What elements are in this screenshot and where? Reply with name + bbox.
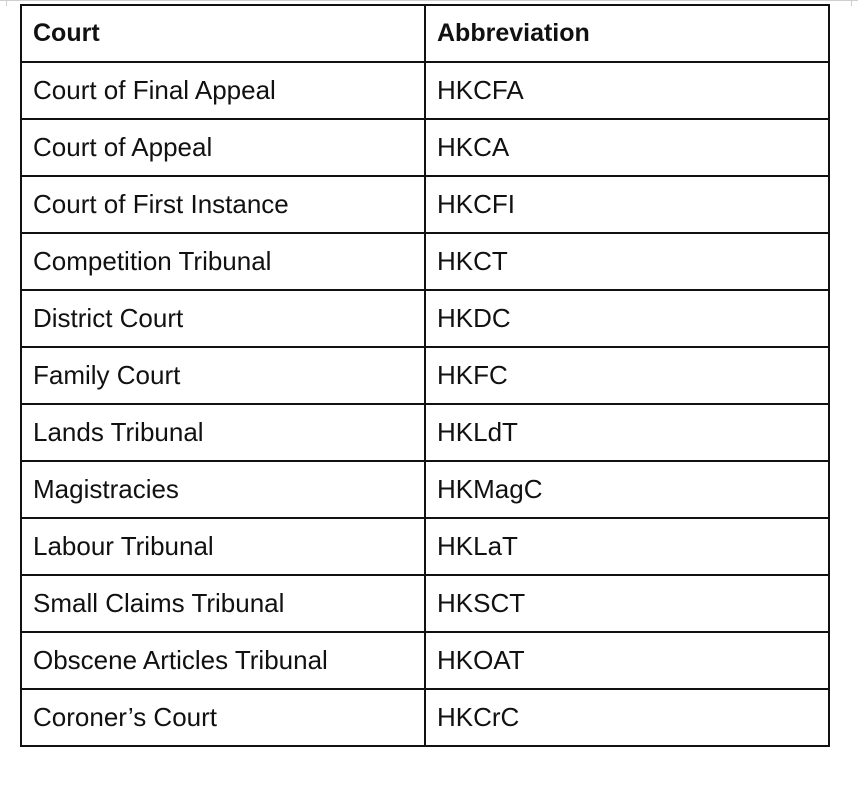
table-row <box>21 518 829 575</box>
court-name-cell: Obscene Articles Tribunal <box>21 632 425 689</box>
table-row <box>21 233 829 290</box>
table-row <box>21 632 829 689</box>
court-name-cell: Family Court <box>21 347 425 404</box>
table-row <box>21 404 829 461</box>
edge-tick-left <box>6 1 7 6</box>
court-name-cell: Court of First Instance <box>21 176 425 233</box>
court-name-cell: Lands Tribunal <box>21 404 425 461</box>
table-row <box>21 575 829 632</box>
column-header-court: Court <box>21 5 425 62</box>
abbreviation-cell: HKCFI <box>425 176 829 233</box>
court-name-cell: Court of Final Appeal <box>21 62 425 119</box>
table-row <box>21 347 829 404</box>
abbreviation-cell: HKSCT <box>425 575 829 632</box>
table-row <box>21 119 829 176</box>
column-header-abbreviation: Abbreviation <box>425 5 829 62</box>
abbreviation-cell: HKCT <box>425 233 829 290</box>
abbreviation-cell: HKCrC <box>425 689 829 746</box>
table-row <box>21 689 829 746</box>
court-name-cell: Competition Tribunal <box>21 233 425 290</box>
abbreviation-cell: HKFC <box>425 347 829 404</box>
abbreviation-cell: HKMagC <box>425 461 829 518</box>
table-row <box>21 62 829 119</box>
abbreviation-cell: HKLdT <box>425 404 829 461</box>
table-row <box>21 290 829 347</box>
court-name-cell: Small Claims Tribunal <box>21 575 425 632</box>
table-row <box>21 461 829 518</box>
court-abbreviation-table <box>20 4 830 747</box>
court-name-cell: Labour Tribunal <box>21 518 425 575</box>
abbreviation-cell: HKDC <box>425 290 829 347</box>
court-name-cell: Coroner’s Court <box>21 689 425 746</box>
court-name-cell: District Court <box>21 290 425 347</box>
court-name-cell: Court of Appeal <box>21 119 425 176</box>
abbreviation-cell: HKLaT <box>425 518 829 575</box>
table-header-row <box>21 5 829 62</box>
abbreviation-cell: HKCFA <box>425 62 829 119</box>
abbreviation-cell: HKOAT <box>425 632 829 689</box>
court-name-cell: Magistracies <box>21 461 425 518</box>
edge-tick-right <box>851 1 852 6</box>
table-row <box>21 176 829 233</box>
abbreviation-cell: HKCA <box>425 119 829 176</box>
